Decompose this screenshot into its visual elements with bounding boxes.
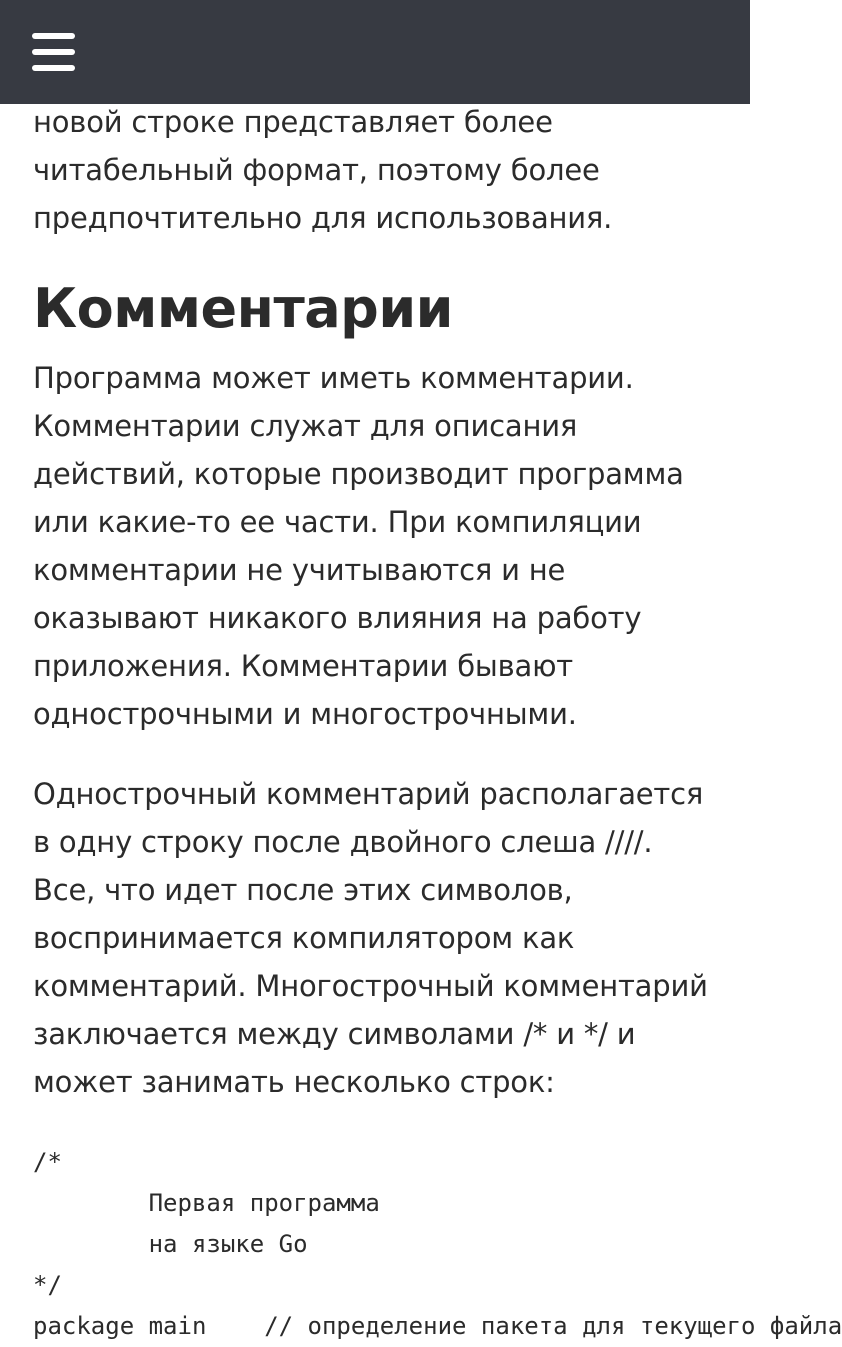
hamburger-menu-icon[interactable] [32,33,76,73]
code-block: /* Первая программа на языке Go */ package main // определение пакета для текущего файла [33,1148,842,1340]
intro-paragraph: новой строке представляет более читабельный формат, поэтому более предпочтительно для использования. [33,105,613,235]
menu-bar-line [32,49,75,55]
comments-description-paragraph: Программа может иметь комментарии. Комментарии служат для описания действий, которые производит программа или какие-то ее части. При компиляции комментарии не учитываются и не оказывают никакого влияния на работу приложения. Комментарии бывают однострочными и многострочными. [33,361,684,731]
top-navigation-bar [0,0,750,104]
menu-bar-line [32,33,75,39]
menu-bar-line [32,65,75,71]
comment-syntax-paragraph: Однострочный комментарий располагается в одну строку после двойного слеша ////. Все, что идет после этих символов, воспринимается компилятором как комментарий. Многострочный комментарий заключается между символами /* и */ и может занимать несколько строк: [33,777,708,1099]
article-content [33,98,842,1347]
section-title: Комментарии [33,277,454,340]
